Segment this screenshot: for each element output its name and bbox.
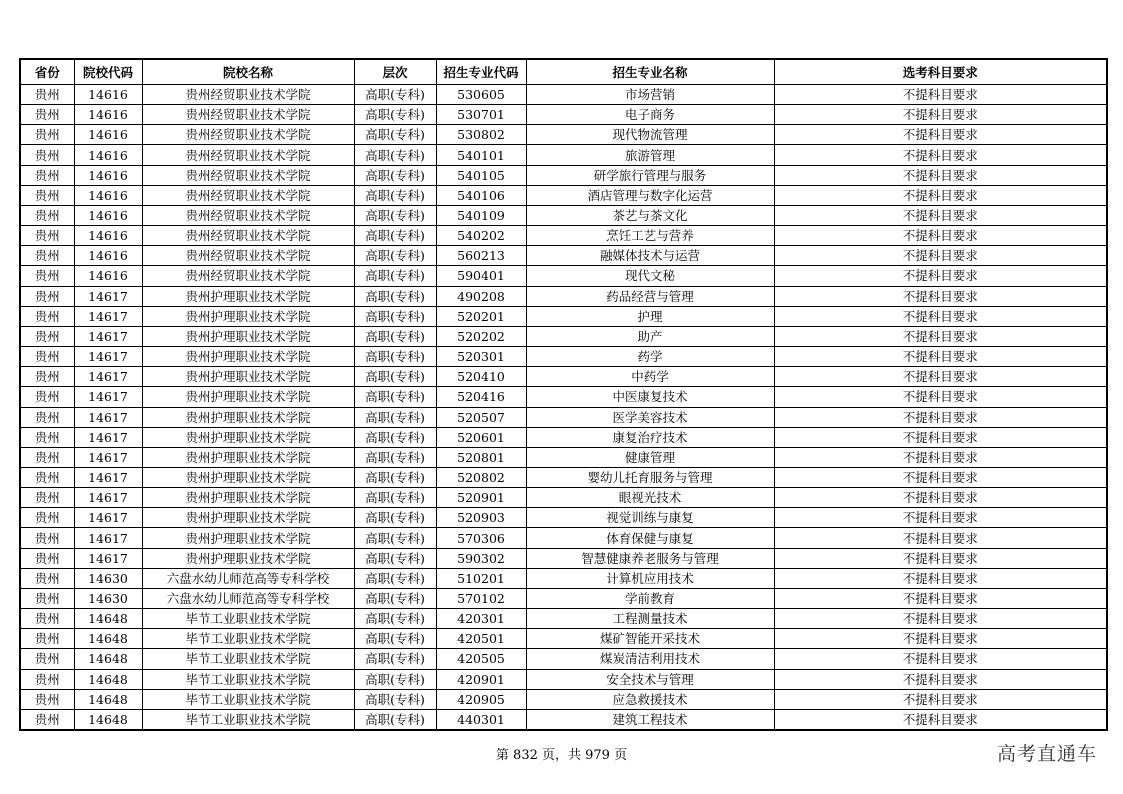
table-header [20,59,1107,85]
cell-major-code: 520202 [436,326,526,346]
cell-province: 贵州 [20,427,74,447]
table-row [20,609,1107,629]
watermark-text: 高考直通车 [996,743,1097,765]
cell-province: 贵州 [20,669,74,689]
cell-major-code: 490208 [436,286,526,306]
admission-table [19,58,1108,731]
cell-province: 贵州 [20,709,74,730]
cell-major-name: 旅游管理 [526,145,774,165]
cell-province: 贵州 [20,367,74,387]
table-row [20,367,1107,387]
cell-major-code: 420301 [436,609,526,629]
cell-province: 贵州 [20,508,74,528]
cell-school-name: 六盘水幼儿师范高等专科学校 [142,588,354,608]
cell-subject-requirement: 不提科目要求 [774,286,1107,306]
cell-major-name: 工程测量技术 [526,609,774,629]
cell-major-name: 安全技术与管理 [526,669,774,689]
cell-province: 贵州 [20,649,74,669]
cell-school-name: 贵州护理职业技术学院 [142,407,354,427]
cell-major-code: 560213 [436,246,526,266]
cell-level: 高职(专科) [354,689,436,709]
cell-major-code: 520410 [436,367,526,387]
cell-school-code: 14648 [74,669,142,689]
table-row [20,266,1107,286]
cell-major-code: 530605 [436,85,526,105]
cell-school-name: 贵州经贸职业技术学院 [142,85,354,105]
cell-subject-requirement: 不提科目要求 [774,367,1107,387]
cell-province: 贵州 [20,528,74,548]
cell-subject-requirement: 不提科目要求 [774,165,1107,185]
cell-school-code: 14617 [74,407,142,427]
cell-major-code: 570306 [436,528,526,548]
cell-major-code: 520301 [436,347,526,367]
table-row [20,629,1107,649]
cell-subject-requirement: 不提科目要求 [774,669,1107,689]
cell-school-code: 14616 [74,145,142,165]
table-row [20,246,1107,266]
cell-major-code: 540109 [436,205,526,225]
cell-level: 高职(专科) [354,568,436,588]
cell-major-code: 520201 [436,306,526,326]
cell-school-code: 14617 [74,306,142,326]
cell-major-name: 学前教育 [526,588,774,608]
table-row [20,709,1107,730]
cell-major-code: 570102 [436,588,526,608]
cell-major-name: 视觉训练与康复 [526,508,774,528]
table-row [20,568,1107,588]
cell-major-name: 煤矿智能开采技术 [526,629,774,649]
cell-major-name: 医学美容技术 [526,407,774,427]
page-number: 第 832 页，共 979 页 [495,748,628,763]
cell-subject-requirement: 不提科目要求 [774,85,1107,105]
cell-school-code: 14617 [74,467,142,487]
cell-province: 贵州 [20,205,74,225]
cell-major-name: 药品经营与管理 [526,286,774,306]
cell-major-name: 建筑工程技术 [526,709,774,730]
cell-subject-requirement: 不提科目要求 [774,447,1107,467]
cell-subject-requirement: 不提科目要求 [774,326,1107,346]
cell-major-code: 520601 [436,427,526,447]
cell-province: 贵州 [20,266,74,286]
cell-subject-requirement: 不提科目要求 [774,548,1107,568]
cell-province: 贵州 [20,165,74,185]
cell-level: 高职(专科) [354,669,436,689]
cell-level: 高职(专科) [354,205,436,225]
table-row [20,387,1107,407]
cell-major-name: 康复治疗技术 [526,427,774,447]
cell-school-code: 14617 [74,387,142,407]
cell-level: 高职(专科) [354,649,436,669]
table-row [20,528,1107,548]
cell-major-code: 440301 [436,709,526,730]
cell-school-code: 14616 [74,125,142,145]
cell-school-code: 14617 [74,528,142,548]
cell-subject-requirement: 不提科目要求 [774,387,1107,407]
cell-school-code: 14617 [74,548,142,568]
cell-major-code: 520507 [436,407,526,427]
cell-subject-requirement: 不提科目要求 [774,407,1107,427]
cell-level: 高职(专科) [354,246,436,266]
cell-school-name: 贵州经贸职业技术学院 [142,266,354,286]
cell-province: 贵州 [20,407,74,427]
table-row [20,185,1107,205]
cell-subject-requirement: 不提科目要求 [774,427,1107,447]
cell-level: 高职(专科) [354,508,436,528]
cell-province: 贵州 [20,85,74,105]
cell-major-name: 婴幼儿托育服务与管理 [526,467,774,487]
cell-school-name: 贵州经贸职业技术学院 [142,226,354,246]
cell-subject-requirement: 不提科目要求 [774,467,1107,487]
cell-subject-requirement: 不提科目要求 [774,145,1107,165]
cell-level: 高职(专科) [354,326,436,346]
cell-province: 贵州 [20,689,74,709]
cell-major-name: 茶艺与茶文化 [526,205,774,225]
cell-major-name: 煤炭清洁利用技术 [526,649,774,669]
cell-level: 高职(专科) [354,165,436,185]
cell-subject-requirement: 不提科目要求 [774,105,1107,125]
table-row [20,165,1107,185]
cell-school-code: 14616 [74,185,142,205]
cell-school-code: 14617 [74,326,142,346]
cell-province: 贵州 [20,105,74,125]
cell-level: 高职(专科) [354,347,436,367]
cell-province: 贵州 [20,588,74,608]
cell-province: 贵州 [20,226,74,246]
cell-school-name: 毕节工业职业技术学院 [142,629,354,649]
cell-school-name: 贵州护理职业技术学院 [142,286,354,306]
cell-level: 高职(专科) [354,105,436,125]
cell-major-name: 现代物流管理 [526,125,774,145]
cell-school-code: 14616 [74,105,142,125]
cell-school-name: 贵州经贸职业技术学院 [142,185,354,205]
cell-major-name: 中药学 [526,367,774,387]
cell-major-code: 520901 [436,488,526,508]
cell-major-name: 眼视光技术 [526,488,774,508]
cell-school-code: 14648 [74,689,142,709]
cell-major-name: 烹饪工艺与营养 [526,226,774,246]
cell-school-name: 贵州护理职业技术学院 [142,367,354,387]
cell-subject-requirement: 不提科目要求 [774,609,1107,629]
cell-major-name: 电子商务 [526,105,774,125]
cell-school-name: 毕节工业职业技术学院 [142,649,354,669]
cell-province: 贵州 [20,185,74,205]
cell-school-name: 贵州经贸职业技术学院 [142,125,354,145]
table-row [20,145,1107,165]
cell-school-code: 14617 [74,508,142,528]
cell-school-name: 贵州护理职业技术学院 [142,326,354,346]
cell-level: 高职(专科) [354,427,436,447]
cell-level: 高职(专科) [354,447,436,467]
cell-level: 高职(专科) [354,387,436,407]
cell-school-name: 贵州护理职业技术学院 [142,508,354,528]
cell-major-code: 530802 [436,125,526,145]
cell-province: 贵州 [20,125,74,145]
cell-level: 高职(专科) [354,548,436,568]
cell-school-code: 14630 [74,588,142,608]
table-row [20,427,1107,447]
cell-subject-requirement: 不提科目要求 [774,629,1107,649]
cell-subject-requirement: 不提科目要求 [774,205,1107,225]
cell-school-name: 贵州护理职业技术学院 [142,548,354,568]
cell-school-code: 14617 [74,488,142,508]
column-header-major-code: 招生专业代码 [436,59,526,85]
table-row [20,306,1107,326]
column-header-province: 省份 [20,59,74,85]
cell-major-code: 520903 [436,508,526,528]
cell-level: 高职(专科) [354,226,436,246]
cell-school-code: 14616 [74,205,142,225]
cell-school-name: 贵州护理职业技术学院 [142,347,354,367]
table-row [20,447,1107,467]
table-row [20,125,1107,145]
cell-major-code: 540202 [436,226,526,246]
table-row [20,508,1107,528]
cell-level: 高职(专科) [354,85,436,105]
cell-level: 高职(专科) [354,125,436,145]
table-row [20,488,1107,508]
cell-school-code: 14617 [74,427,142,447]
cell-major-code: 540106 [436,185,526,205]
table-row [20,588,1107,608]
cell-major-name: 计算机应用技术 [526,568,774,588]
cell-major-name: 中医康复技术 [526,387,774,407]
cell-major-code: 510201 [436,568,526,588]
cell-subject-requirement: 不提科目要求 [774,185,1107,205]
cell-subject-requirement: 不提科目要求 [774,528,1107,548]
cell-school-name: 贵州经贸职业技术学院 [142,165,354,185]
cell-major-name: 智慧健康养老服务与管理 [526,548,774,568]
column-header-major-name: 招生专业名称 [526,59,774,85]
cell-province: 贵州 [20,467,74,487]
cell-subject-requirement: 不提科目要求 [774,246,1107,266]
cell-school-code: 14630 [74,568,142,588]
cell-major-code: 520802 [436,467,526,487]
table-row [20,85,1107,105]
cell-level: 高职(专科) [354,609,436,629]
cell-province: 贵州 [20,306,74,326]
cell-school-name: 贵州经贸职业技术学院 [142,205,354,225]
cell-level: 高职(专科) [354,709,436,730]
cell-province: 贵州 [20,145,74,165]
cell-level: 高职(专科) [354,266,436,286]
cell-major-code: 520416 [436,387,526,407]
cell-province: 贵州 [20,568,74,588]
cell-province: 贵州 [20,609,74,629]
table-row [20,407,1107,427]
cell-subject-requirement: 不提科目要求 [774,488,1107,508]
cell-subject-requirement: 不提科目要求 [774,709,1107,730]
cell-school-code: 14617 [74,367,142,387]
cell-province: 贵州 [20,629,74,649]
cell-province: 贵州 [20,246,74,266]
cell-school-name: 贵州护理职业技术学院 [142,488,354,508]
cell-school-code: 14648 [74,709,142,730]
cell-subject-requirement: 不提科目要求 [774,689,1107,709]
column-header-subject-requirement: 选考科目要求 [774,59,1107,85]
cell-major-name: 应急救援技术 [526,689,774,709]
cell-major-code: 590302 [436,548,526,568]
cell-school-name: 毕节工业职业技术学院 [142,709,354,730]
cell-school-code: 14648 [74,629,142,649]
cell-major-name: 助产 [526,326,774,346]
cell-school-name: 毕节工业职业技术学院 [142,689,354,709]
cell-major-name: 现代文秘 [526,266,774,286]
cell-school-name: 贵州护理职业技术学院 [142,387,354,407]
cell-school-code: 14617 [74,286,142,306]
cell-school-name: 贵州经贸职业技术学院 [142,105,354,125]
cell-major-code: 420901 [436,669,526,689]
cell-school-code: 14617 [74,447,142,467]
column-header-school-name: 院校名称 [142,59,354,85]
cell-major-code: 520801 [436,447,526,467]
cell-subject-requirement: 不提科目要求 [774,588,1107,608]
table-row [20,669,1107,689]
cell-major-name: 研学旅行管理与服务 [526,165,774,185]
cell-school-name: 六盘水幼儿师范高等专科学校 [142,568,354,588]
cell-level: 高职(专科) [354,629,436,649]
table-row [20,467,1107,487]
cell-province: 贵州 [20,286,74,306]
cell-level: 高职(专科) [354,528,436,548]
cell-major-name: 护理 [526,306,774,326]
column-header-level: 层次 [354,59,436,85]
cell-province: 贵州 [20,548,74,568]
cell-major-code: 420505 [436,649,526,669]
table-row [20,326,1107,346]
cell-school-name: 贵州护理职业技术学院 [142,427,354,447]
cell-subject-requirement: 不提科目要求 [774,125,1107,145]
cell-major-code: 420905 [436,689,526,709]
cell-level: 高职(专科) [354,367,436,387]
cell-major-name: 药学 [526,347,774,367]
table-row [20,649,1107,669]
column-header-school-code: 院校代码 [74,59,142,85]
cell-major-name: 市场营销 [526,85,774,105]
cell-province: 贵州 [20,387,74,407]
cell-school-code: 14616 [74,266,142,286]
cell-subject-requirement: 不提科目要求 [774,568,1107,588]
cell-school-name: 贵州护理职业技术学院 [142,447,354,467]
table-row [20,226,1107,246]
table-body [20,85,1107,731]
cell-major-code: 540105 [436,165,526,185]
cell-school-name: 贵州护理职业技术学院 [142,467,354,487]
cell-school-name: 毕节工业职业技术学院 [142,669,354,689]
cell-school-name: 贵州护理职业技术学院 [142,306,354,326]
cell-school-code: 14617 [74,347,142,367]
table-row [20,105,1107,125]
cell-school-code: 14648 [74,609,142,629]
cell-level: 高职(专科) [354,145,436,165]
table-row [20,689,1107,709]
table-row [20,286,1107,306]
cell-major-code: 420501 [436,629,526,649]
cell-subject-requirement: 不提科目要求 [774,347,1107,367]
cell-school-code: 14616 [74,165,142,185]
cell-major-name: 体育保健与康复 [526,528,774,548]
cell-subject-requirement: 不提科目要求 [774,266,1107,286]
cell-province: 贵州 [20,447,74,467]
cell-school-code: 14616 [74,85,142,105]
cell-subject-requirement: 不提科目要求 [774,226,1107,246]
cell-major-code: 530701 [436,105,526,125]
cell-school-code: 14616 [74,226,142,246]
cell-province: 贵州 [20,347,74,367]
cell-major-name: 酒店管理与数字化运营 [526,185,774,205]
table-row [20,548,1107,568]
cell-major-code: 590401 [436,266,526,286]
cell-level: 高职(专科) [354,488,436,508]
cell-level: 高职(专科) [354,467,436,487]
header-row [20,59,1107,85]
cell-level: 高职(专科) [354,588,436,608]
cell-school-name: 贵州经贸职业技术学院 [142,246,354,266]
cell-level: 高职(专科) [354,286,436,306]
cell-school-name: 贵州护理职业技术学院 [142,528,354,548]
cell-level: 高职(专科) [354,306,436,326]
cell-major-name: 健康管理 [526,447,774,467]
cell-school-code: 14648 [74,649,142,669]
table-row [20,205,1107,225]
cell-major-code: 540101 [436,145,526,165]
cell-subject-requirement: 不提科目要求 [774,306,1107,326]
table-row [20,347,1107,367]
cell-province: 贵州 [20,488,74,508]
cell-province: 贵州 [20,326,74,346]
cell-subject-requirement: 不提科目要求 [774,649,1107,669]
cell-level: 高职(专科) [354,407,436,427]
cell-school-name: 毕节工业职业技术学院 [142,609,354,629]
cell-school-code: 14616 [74,246,142,266]
cell-school-name: 贵州经贸职业技术学院 [142,145,354,165]
cell-level: 高职(专科) [354,185,436,205]
cell-major-name: 融媒体技术与运营 [526,246,774,266]
cell-subject-requirement: 不提科目要求 [774,508,1107,528]
